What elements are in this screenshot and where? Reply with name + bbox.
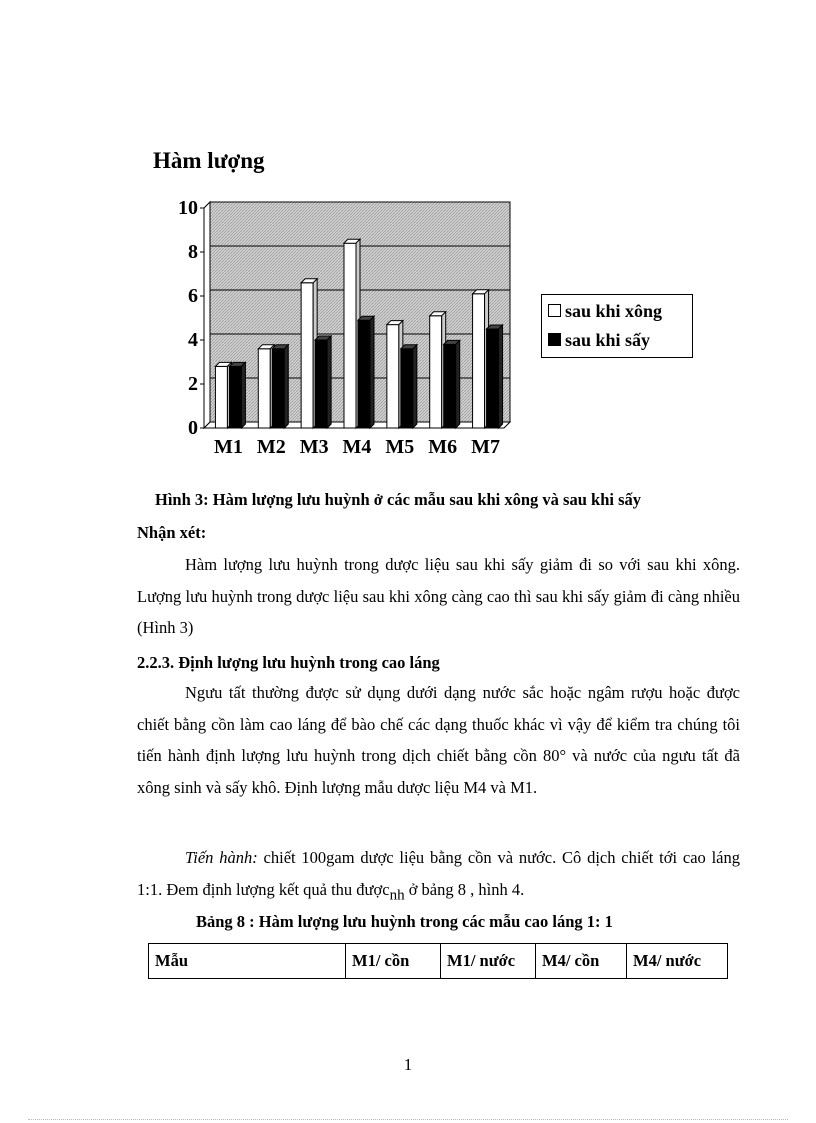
bar-sau-khi-say <box>315 340 327 428</box>
x-tick-label: M1 <box>213 436 243 458</box>
remark-heading: Nhận xét: <box>137 523 207 542</box>
legend-label-say: sau khi sấy <box>565 330 651 350</box>
section-heading: 2.2.3. Định lượng lưu huỳnh trong cao láng <box>137 653 440 672</box>
plot-area <box>178 197 510 458</box>
plot-side-wall <box>204 202 210 428</box>
bar-sau-khi-xong <box>301 283 313 428</box>
method-text: chiết 100gam dược liệu bằng cồn và nước. Cô dịch chiết tới cao láng 1:1. Đem định lượng kết quả thu được <box>137 848 740 899</box>
bar-sau-khi-xong <box>215 366 227 428</box>
bar-side-face <box>413 345 417 428</box>
y-tick-label: 6 <box>188 285 198 307</box>
page-bottom-divider <box>28 1119 788 1120</box>
bar-side-face <box>499 325 503 428</box>
table-header-cell: M4/ nước <box>627 944 728 979</box>
table-header-cell: M4/ cồn <box>536 944 627 979</box>
bar-sau-khi-say <box>444 344 456 428</box>
bar-side-face <box>241 362 245 428</box>
bar-sau-khi-say <box>272 349 284 428</box>
table-header-row <box>149 944 728 979</box>
figure-caption: Hình 3: Hàm lượng lưu huỳnh ở các mẫu sau khi xông và sau khi sấy <box>155 490 642 509</box>
chart-title: Hàm lượng <box>153 148 265 173</box>
legend-label-xong: sau khi xông <box>565 301 663 321</box>
y-tick-label: 2 <box>188 373 198 395</box>
chart-legend <box>541 294 693 358</box>
table-header-cell: Mẫu <box>149 944 346 979</box>
method-sub: nh <box>389 886 405 903</box>
legend-item-say <box>548 330 650 351</box>
table-header-cell: M1/ cồn <box>346 944 441 979</box>
remark-paragraph: Hàm lượng lưu huỳnh trong dược liệu sau khi sấy giảm đi so với sau khi xông. Lượng lưu huỳnh trong dược liệu sau khi xông càng cao thì sau khi sấy giảm đi càng nhiều (Hình 3) <box>137 555 740 637</box>
table-8 <box>148 943 728 979</box>
method-label: Tiến hành: <box>185 848 258 867</box>
x-tick-label: M4 <box>342 436 372 458</box>
bar-sau-khi-xong <box>430 316 442 428</box>
table-title: Bảng 8 : Hàm lượng lưu huỳnh trong các mẫu cao láng 1: 1 <box>196 912 613 931</box>
bar-sau-khi-say <box>229 366 241 428</box>
bar-side-face <box>370 316 374 428</box>
x-tick-label: M6 <box>428 436 458 458</box>
y-tick-label: 0 <box>188 417 198 439</box>
y-tick-label: 4 <box>188 329 198 351</box>
bar-side-face <box>284 345 288 428</box>
x-tick-label: M7 <box>471 436 501 458</box>
table-header-cell: M1/ nước <box>441 944 536 979</box>
bar-sau-khi-xong <box>387 325 399 428</box>
bar-sau-khi-xong <box>344 243 356 428</box>
x-tick-label: M5 <box>385 436 415 458</box>
bar-side-face <box>327 336 331 428</box>
bar-sau-khi-say <box>358 320 370 428</box>
legend-swatch-black <box>548 333 561 346</box>
bar-sau-khi-say <box>487 329 499 428</box>
method-paragraph <box>137 842 740 911</box>
bar-side-face <box>456 340 460 428</box>
legend-swatch-white <box>548 304 561 317</box>
bar-sau-khi-say <box>401 349 413 428</box>
bar-sau-khi-xong <box>258 349 270 428</box>
legend-item-xong <box>548 301 662 322</box>
bar-sau-khi-xong <box>473 294 485 428</box>
section-paragraph: Ngưu tất thường được sử dụng dưới dạng nước sắc hoặc ngâm rượu hoặc được chiết bằng cồn làm cao láng để bào chế các dạng thuốc khác vì vậy để kiểm tra chúng tôi tiến hành định lượng lưu huỳnh trong dịch chiết bằng cồn 80° và nước của ngưu tất đã xông sinh và sấy khô. Định lượng mẫu dược liệu M4 và M1. <box>137 683 740 797</box>
y-tick-label: 10 <box>178 197 198 219</box>
x-tick-label: M3 <box>299 436 329 458</box>
bar-chart <box>140 140 520 460</box>
y-tick-label: 8 <box>188 241 198 263</box>
method-tail: ở bảng 8 , hình 4. <box>404 879 525 899</box>
x-tick-label: M2 <box>256 436 286 458</box>
page-number: 1 <box>403 1055 413 1074</box>
